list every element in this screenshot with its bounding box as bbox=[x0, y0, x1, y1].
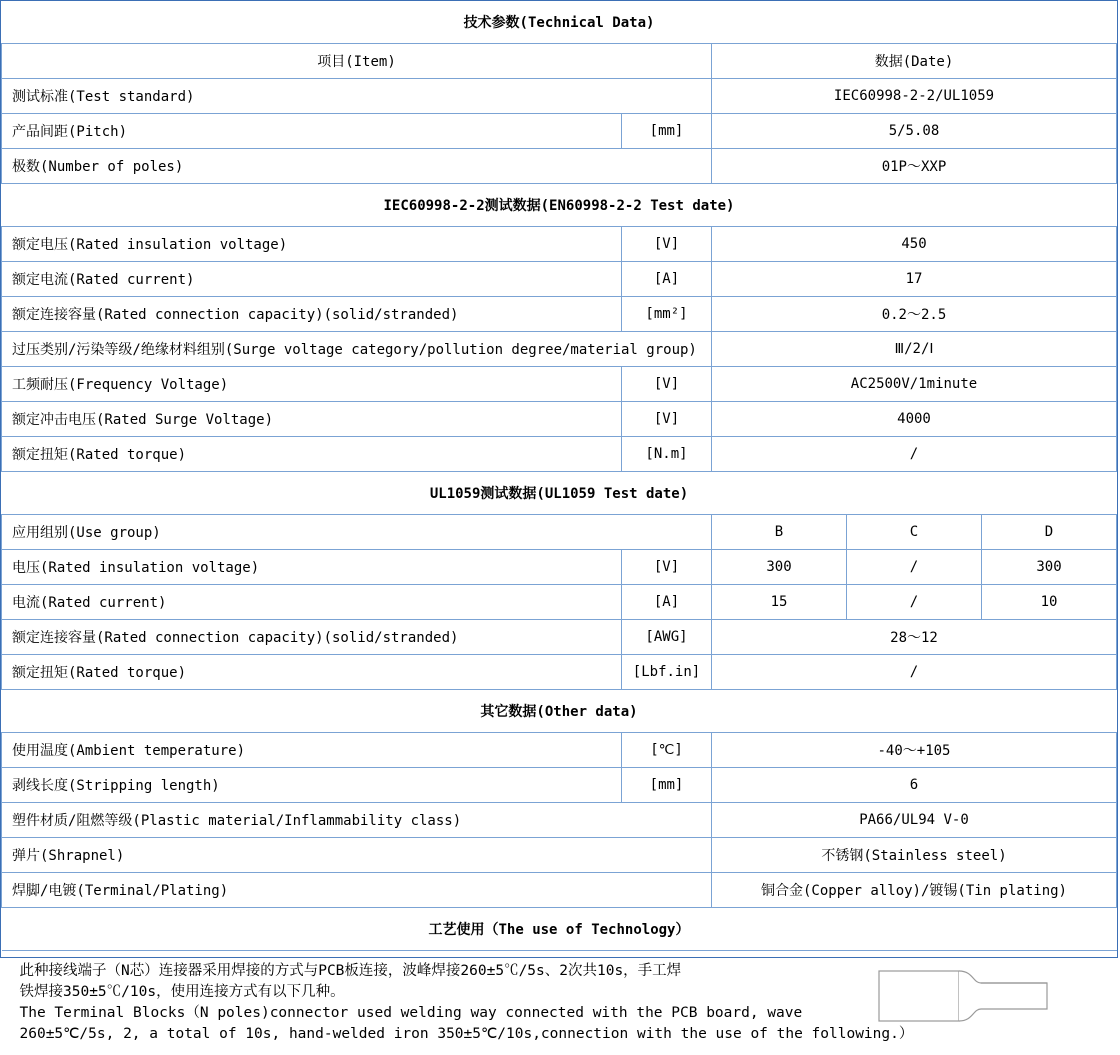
row-value: / bbox=[712, 437, 1117, 472]
table-row bbox=[2, 768, 1117, 803]
table-row bbox=[2, 149, 1117, 184]
technology-cell bbox=[2, 951, 1117, 1055]
row-value: IEC60998-2-2/UL1059 bbox=[712, 79, 1117, 114]
row-value: 450 bbox=[712, 227, 1117, 262]
use-group-c: C bbox=[847, 515, 982, 550]
row-value: -40～+105 bbox=[712, 733, 1117, 768]
row-unit: [mm] bbox=[622, 114, 712, 149]
row-label: 额定连接容量(Rated connection capacity)(solid/stranded) bbox=[2, 297, 622, 332]
technology-row bbox=[2, 951, 1117, 1055]
section-title-other-data: 其它数据(Other data) bbox=[2, 690, 1117, 733]
row-label: 额定电流(Rated current) bbox=[2, 262, 622, 297]
row-unit: [Lbf.in] bbox=[622, 655, 712, 690]
table-row bbox=[2, 838, 1117, 873]
row-label: 额定连接容量(Rated connection capacity)(solid/stranded) bbox=[2, 620, 622, 655]
row-label: 弹片(Shrapnel) bbox=[2, 838, 712, 873]
table-row bbox=[2, 402, 1117, 437]
row-value: 28～12 bbox=[712, 620, 1117, 655]
row-label: 产品间距(Pitch) bbox=[2, 114, 622, 149]
row-label: 焊脚/电镀(Terminal/Plating) bbox=[2, 873, 712, 908]
row-unit: [℃] bbox=[622, 733, 712, 768]
use-group-d: D bbox=[982, 515, 1117, 550]
row-value: / bbox=[712, 655, 1117, 690]
section-title-technology: 工艺使用（The use of Technology） bbox=[2, 908, 1117, 951]
connector-diagram-icon bbox=[877, 965, 1057, 1025]
row-label: 工频耐压(Frequency Voltage) bbox=[2, 367, 622, 402]
row-unit: [mm²] bbox=[622, 297, 712, 332]
use-group-b: B bbox=[712, 515, 847, 550]
row-unit: [V] bbox=[622, 367, 712, 402]
row-value: Ⅲ/2/Ⅰ bbox=[712, 332, 1117, 367]
row-unit: [mm] bbox=[622, 768, 712, 803]
row-label: 额定扭矩(Rated torque) bbox=[2, 437, 622, 472]
row-value: 0.2～2.5 bbox=[712, 297, 1117, 332]
row-label: 测试标准(Test standard) bbox=[2, 79, 712, 114]
row-value-d: 10 bbox=[982, 585, 1117, 620]
row-label: 电压(Rated insulation voltage) bbox=[2, 550, 622, 585]
row-value: 铜合金(Copper alloy)/镀锡(Tin plating) bbox=[712, 873, 1117, 908]
technology-text-block bbox=[2, 951, 1117, 1055]
row-value: 6 bbox=[712, 768, 1117, 803]
table-row bbox=[2, 733, 1117, 768]
table-row bbox=[2, 873, 1117, 908]
table-row bbox=[2, 79, 1117, 114]
technology-line-4: 260±5℃/5s, 2, a total of 10s, hand-welded iron 350±5℃/10s,connection with the use of the following.） bbox=[20, 1024, 1099, 1045]
section-header-row bbox=[2, 690, 1117, 733]
table-row bbox=[2, 262, 1117, 297]
row-value: 17 bbox=[712, 262, 1117, 297]
row-label: 额定扭矩(Rated torque) bbox=[2, 655, 622, 690]
technology-line-3: The Terminal Blocks（N poles)connector used welding way connected with the PCB board, wave bbox=[20, 1003, 1099, 1024]
section-title-technical-data: 技术参数(Technical Data) bbox=[2, 1, 1117, 44]
section-header-row bbox=[2, 472, 1117, 515]
row-unit: [AWG] bbox=[622, 620, 712, 655]
row-unit: [V] bbox=[622, 550, 712, 585]
technology-line-2: 铁焊接350±5℃/10s，使用连接方式有以下几种。 bbox=[20, 982, 1099, 1003]
column-header-data: 数据(Date) bbox=[712, 44, 1117, 79]
row-value-b: 15 bbox=[712, 585, 847, 620]
section-title-ul-test: UL1059测试数据(UL1059 Test date) bbox=[2, 472, 1117, 515]
specification-table bbox=[1, 1, 1117, 1055]
row-value: 4000 bbox=[712, 402, 1117, 437]
column-header-item: 项目(Item) bbox=[2, 44, 712, 79]
row-value-b: 300 bbox=[712, 550, 847, 585]
row-label: 使用温度(Ambient temperature) bbox=[2, 733, 622, 768]
row-label: 过压类别/污染等级/绝缘材料组别(Surge voltage category/pollution degree/material group) bbox=[2, 332, 712, 367]
row-value-c: / bbox=[847, 585, 982, 620]
row-value: AC2500V/1minute bbox=[712, 367, 1117, 402]
table-row bbox=[2, 114, 1117, 149]
row-unit: [N.m] bbox=[622, 437, 712, 472]
row-value: PA66/UL94 V-0 bbox=[712, 803, 1117, 838]
table-row bbox=[2, 367, 1117, 402]
technology-line-1: 此种接线端子（N芯）连接器采用焊接的方式与PCB板连接，波峰焊接260±5℃/5s、2次共10s，手工焊 bbox=[20, 961, 1099, 982]
section-title-iec-test: IEC60998-2-2测试数据(EN60998-2-2 Test date) bbox=[2, 184, 1117, 227]
row-value-d: 300 bbox=[982, 550, 1117, 585]
table-row bbox=[2, 585, 1117, 620]
table-row bbox=[2, 803, 1117, 838]
row-label: 额定电压(Rated insulation voltage) bbox=[2, 227, 622, 262]
row-label: 电流(Rated current) bbox=[2, 585, 622, 620]
row-value: 5/5.08 bbox=[712, 114, 1117, 149]
section-header-row bbox=[2, 1, 1117, 44]
table-row bbox=[2, 437, 1117, 472]
row-label: 剥线长度(Stripping length) bbox=[2, 768, 622, 803]
row-label: 极数(Number of poles) bbox=[2, 149, 712, 184]
row-unit: [A] bbox=[622, 585, 712, 620]
row-label: 塑件材质/阻燃等级(Plastic material/Inflammability class) bbox=[2, 803, 712, 838]
row-unit: [V] bbox=[622, 402, 712, 437]
row-label: 额定冲击电压(Rated Surge Voltage) bbox=[2, 402, 622, 437]
table-row bbox=[2, 620, 1117, 655]
table-header-row bbox=[2, 44, 1117, 79]
table-row bbox=[2, 332, 1117, 367]
table-row bbox=[2, 655, 1117, 690]
row-label: 应用组别(Use group) bbox=[2, 515, 712, 550]
row-value-c: / bbox=[847, 550, 982, 585]
row-value: 01P～XXP bbox=[712, 149, 1117, 184]
table-row bbox=[2, 515, 1117, 550]
table-row bbox=[2, 227, 1117, 262]
row-unit: [V] bbox=[622, 227, 712, 262]
row-unit: [A] bbox=[622, 262, 712, 297]
table-row bbox=[2, 550, 1117, 585]
section-header-row bbox=[2, 908, 1117, 951]
table-row bbox=[2, 297, 1117, 332]
row-value: 不锈钢(Stainless steel) bbox=[712, 838, 1117, 873]
section-header-row bbox=[2, 184, 1117, 227]
